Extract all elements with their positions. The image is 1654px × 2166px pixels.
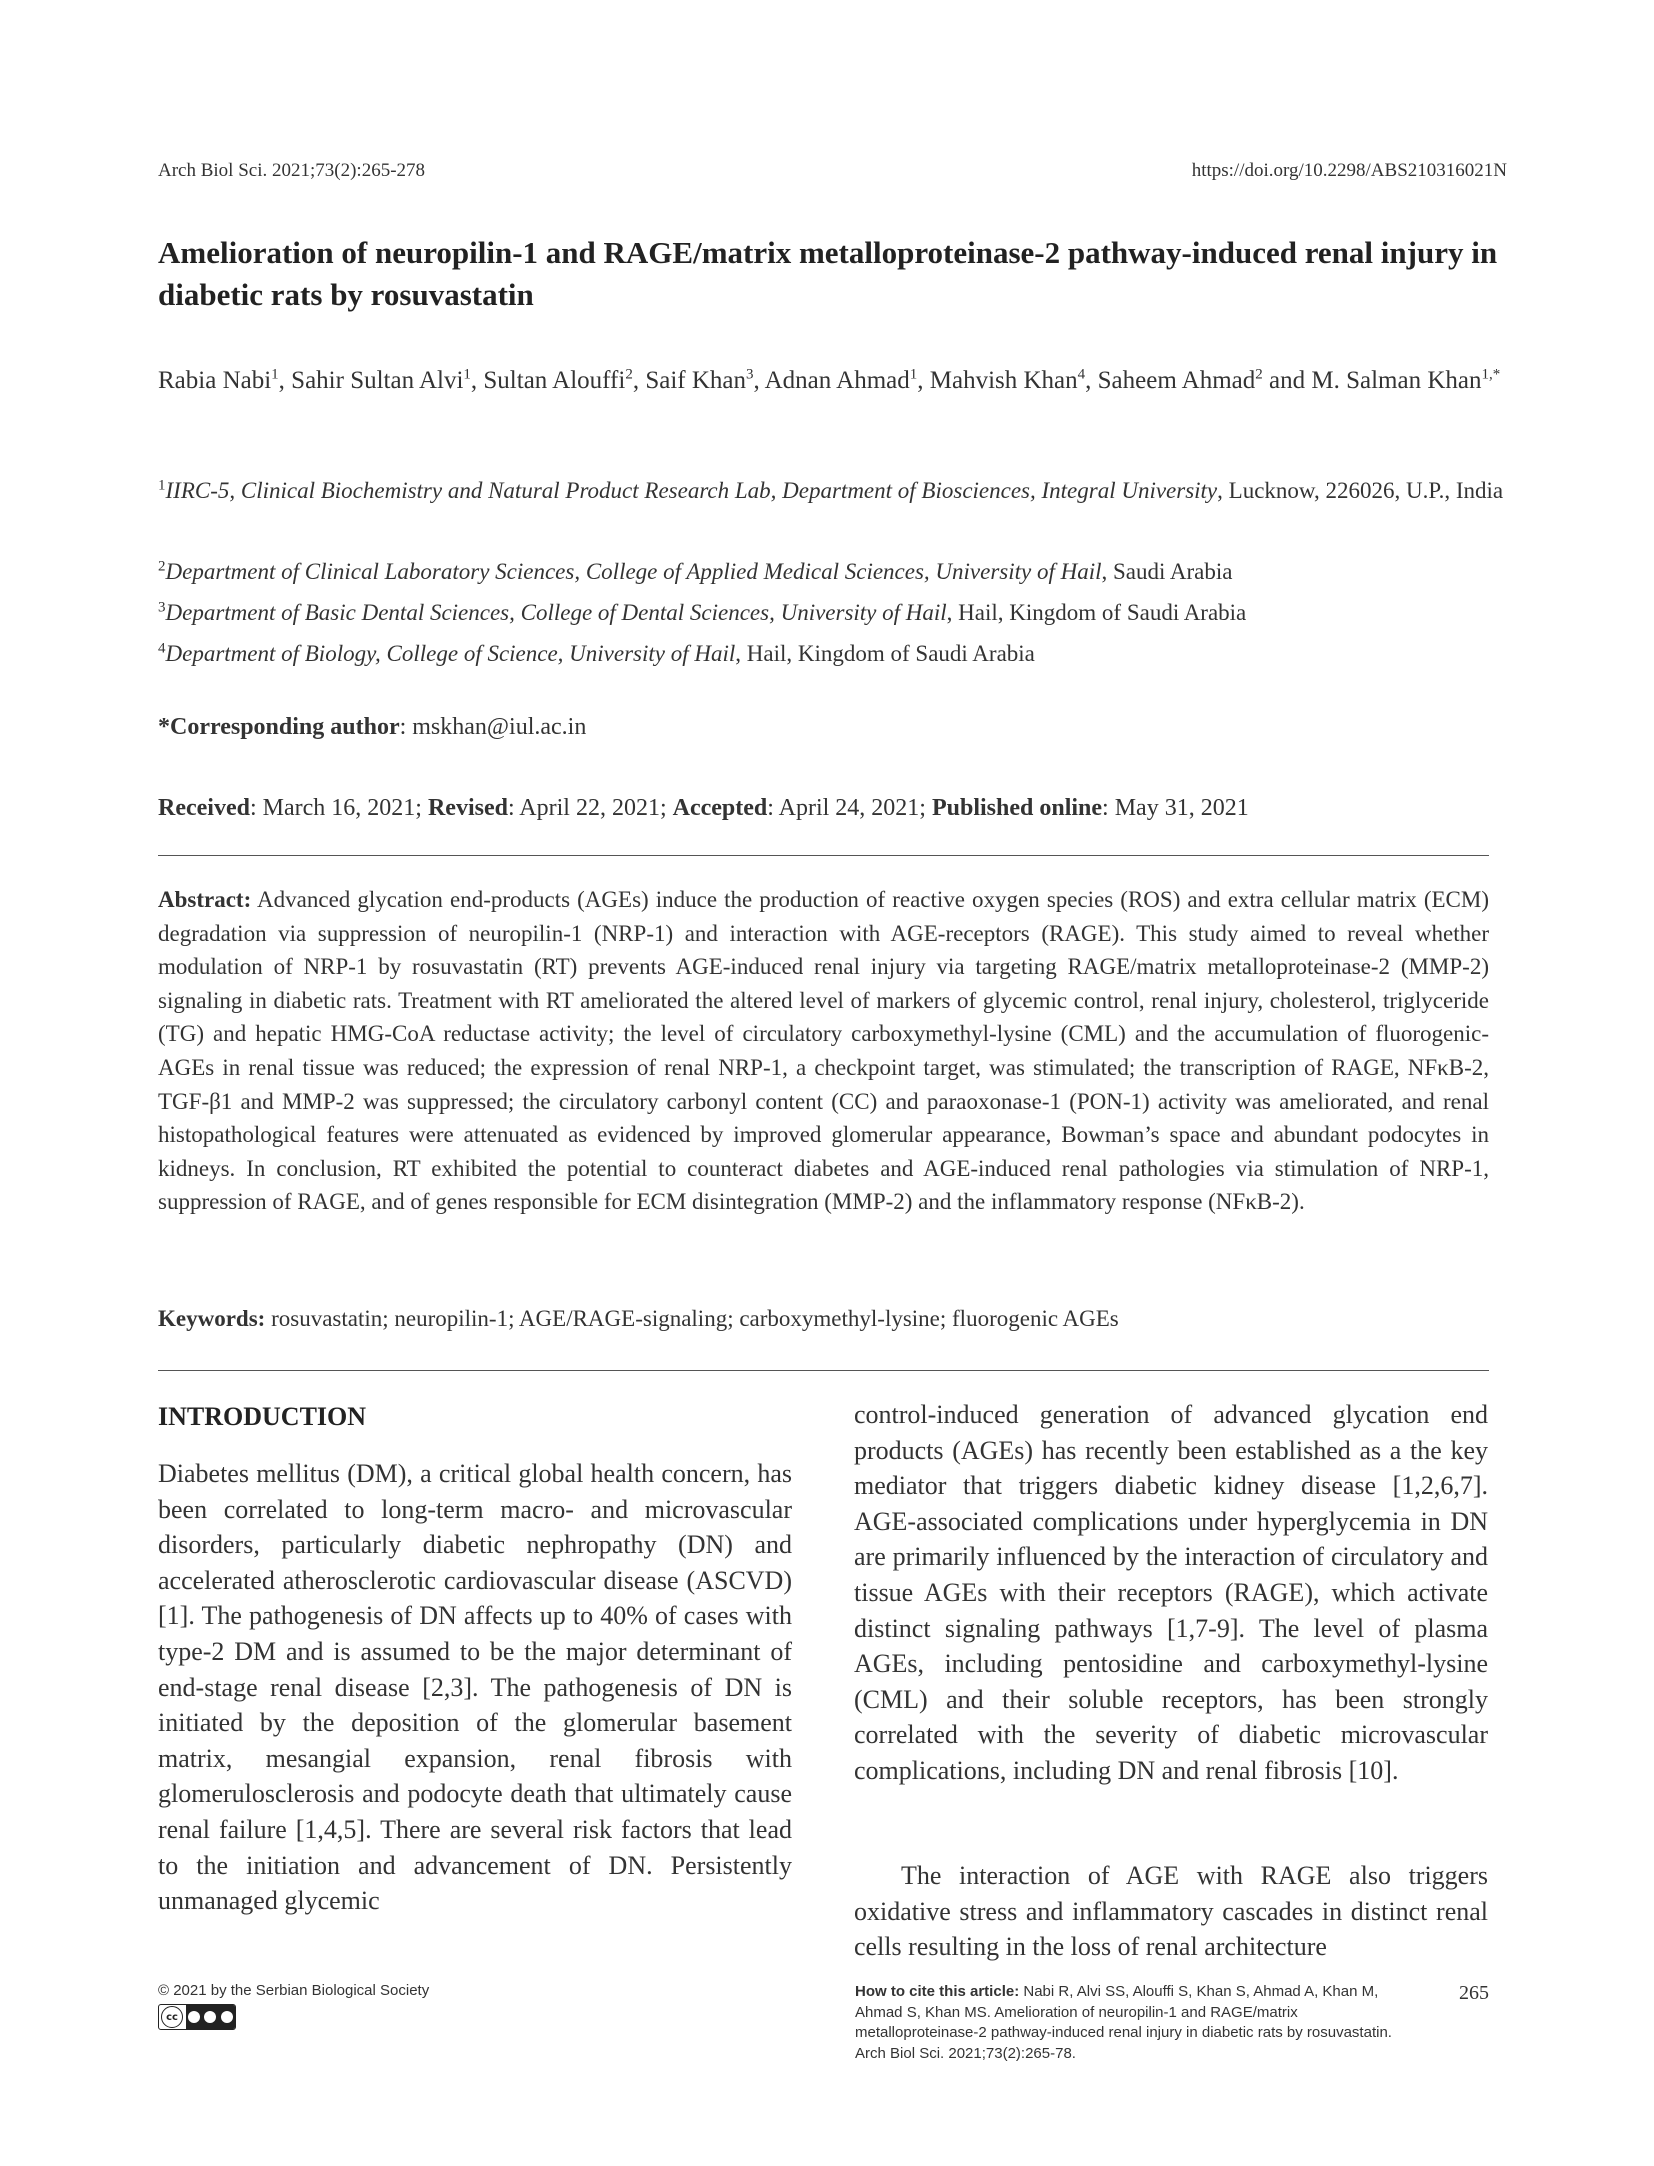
published-date: May 31, 2021 [1114, 795, 1249, 821]
author-list: Rabia Nabi$^1$, Sahir Sultan Alvi$^1$, Sultan Alouffi$^2$, Saif Khan$^3$, Adnan Ahmad$^1$, Mahvish Khan$^4$, Saheem Ahmad$^2$ and M. Salman Khan$^{1,*}$ [158, 366, 1501, 394]
published-label: Published online [931, 795, 1103, 821]
author-affiliation-mark: 2 [1255, 366, 1263, 383]
abstract-text: Advanced glycation end-products (AGEs) induce the production of reactive oxygen species (ROS) and extra cellular matrix (ECM) degradation via suppression of neuropilin-1 (NRP-1) and interaction with AGE-receptors (RAGE). This study aimed to reveal whether modulation of NRP-1 by rosuvastatin (RT) prevents AGE-induced renal injury via targeting RAGE/matrix metalloproteinase-2 (MMP-2) signaling in diabetic rats. Treatment with RT ameliorated the altered level of markers of glycemic control, renal injury, cholesterol, triglyceride (TG) and hepatic HMG-CoA reductase activity; the level of circulatory carboxymethyl-lysine (CML) and the accumulation of fluorogenic-AGEs in renal tissue was reduced; the expression of renal NRP-1, a checkpoint target, was stimulated; the transcription of RAGE, NFκB-2, TGF-β1 and MMP-2 was suppressed; the circulatory carbonyl content (CC) and paraoxonase-1 (PON-1) activity was ameliorated, and renal histopathological features were attenuated as evidenced by improved glomerular appearance, Bowman’s space and abundant podocytes in kidneys. In conclusion, RT exhibited the potential to counteract diabetes and AGE-induced renal pathologies via stimulation of NRP-1, suppression of RAGE, and of genes responsible for ECM disintegration (MMP-2) and the inflammatory response (NFκB-2). [158, 887, 1489, 1215]
affiliation-location: , Hail, Kingdom of Saudi Arabia [735, 641, 1035, 666]
affiliation-number: 3 [158, 599, 166, 616]
affiliation-number: 1 [158, 477, 166, 494]
license-terms-icon [186, 2005, 235, 2029]
corresponding-author: *Corresponding author: mskhan@iul.ac.in [158, 714, 587, 740]
keywords-label: Keywords: [158, 1306, 266, 1331]
keywords-text: rosuvastatin; neuropilin-1; AGE/RAGE-signaling; carboxymethyl-lysine; fluorogenic AGEs [271, 1306, 1119, 1331]
received-label: Received [158, 795, 250, 821]
affiliation-number: 2 [158, 558, 166, 575]
author-name: Mahvish Khan [929, 367, 1078, 394]
affiliation-institution: Department of Biology, College of Science, University of Hail [165, 641, 736, 666]
affiliation-1 [158, 474, 1508, 507]
page-number: 265 [1459, 1982, 1489, 2004]
copyright-notice: © 2021 by the Serbian Biological Society [158, 1982, 430, 1999]
revised-date: April 22, 2021 [519, 795, 660, 821]
author-affiliation-mark: 1 [909, 366, 918, 383]
journal-reference: Arch Biol Sci. 2021;73(2):265-278 [158, 160, 426, 181]
keywords [158, 1306, 1119, 1332]
author-name: Sultan Alouffi [483, 367, 626, 394]
doi-link[interactable]: https://doi.org/10.2298/ABS210316021N [1191, 160, 1507, 181]
affiliation-location: , Saudi Arabia [1101, 559, 1233, 584]
author-name: Adnan Ahmad [764, 367, 910, 394]
affiliation-institution: IIRC-5, Clinical Biochemistry and Natural Product Research Lab, Department of Biosciences, Integral University [165, 478, 1218, 503]
abstract [158, 883, 1489, 1219]
affiliation-institution: Department of Basic Dental Sciences, College of Dental Sciences, University of Hail [165, 600, 947, 625]
author-name: Saif Khan [645, 367, 746, 394]
accepted-date: April 24, 2021 [778, 795, 920, 821]
cite-label: How to cite this article: [855, 1983, 1020, 2000]
author-affiliation-mark: 4 [1077, 366, 1086, 383]
citation-info [855, 1982, 1395, 2064]
author-affiliation-mark: 2 [625, 366, 633, 383]
author-affiliation-mark: 1,* [1481, 366, 1501, 383]
article-title: Amelioration of neuropilin-1 and RAGE/matrix metalloproteinase-2 pathway-induced renal injury in diabetic rats by rosuvastatin [158, 235, 1498, 312]
received-date: March 16, 2021 [262, 795, 416, 821]
cite-text: Nabi R, Alvi SS, Alouffi S, Khan S, Ahmad A, Khan M, Ahmad S, Khan MS. Amelioration of neuropilin-1 and RAGE/matrix metalloproteinase-2 pathway-induced renal injury in diabetic rats by rosuvastatin. Arch Biol Sci. 2021;73(2):265-78. [855, 1983, 1392, 2062]
author-name: Sahir Sultan Alvi [291, 367, 464, 394]
author-affiliation-mark: 3 [746, 366, 754, 383]
section-heading-introduction: INTRODUCTION [158, 1402, 367, 1431]
corresponding-label: *Corresponding author [158, 714, 400, 740]
author-name: M. Salman Khan [1311, 367, 1482, 394]
publication-dates: Received: March 16, 2021; Revised: April 22, 2021; Accepted: April 24, 2021; Published online: May 31, 2021 [158, 795, 1249, 821]
author-name: Saheem Ahmad [1097, 367, 1256, 394]
affiliation-4 [158, 637, 1508, 670]
divider-bottom [158, 1370, 1489, 1371]
affiliation-3 [158, 596, 1508, 629]
author-name: Rabia Nabi [158, 367, 272, 394]
abstract-label: Abstract: [158, 887, 252, 912]
intro-paragraph-3: The interaction of AGE with RAGE also triggers oxidative stress and inflammatory cascades in distinct renal cells resulting in the loss of renal architecture [854, 1861, 1488, 1962]
affiliation-number: 4 [158, 640, 166, 657]
affiliation-institution: Department of Clinical Laboratory Sciences, College of Applied Medical Sciences, University of Hail [165, 559, 1102, 584]
author-affiliation-mark: 1 [463, 366, 471, 383]
divider-top [158, 855, 1489, 856]
author-affiliation-mark: 1 [271, 366, 279, 383]
cc-logo-icon: cc [161, 2006, 183, 2028]
cc-license-icon[interactable] [158, 2004, 236, 2030]
intro-paragraph-2: control-induced generation of advanced glycation end products (AGEs) has recently been established as a the key mediator that triggers diabetic kidney disease [1,2,6,7]. AGE-associated complications under hyperglycemia in DN are primarily influenced by the interaction of circulatory and tissue AGEs with their receptors (RAGE), which activate distinct signaling pathways [1,7-9]. The level of plasma AGEs, including pentosidine and carboxymethyl-lysine (CML) and their soluble receptors, has been strongly correlated with the severity of diabetic microvascular complications, including DN and renal fibrosis [10]. [854, 1400, 1488, 1785]
revised-label: Revised [427, 795, 508, 821]
affiliation-location: , Hail, Kingdom of Saudi Arabia [946, 600, 1247, 625]
accepted-label: Accepted [672, 795, 768, 821]
affiliation-location: , Lucknow, 226026, U.P., India [1217, 478, 1504, 503]
intro-paragraph-1: Diabetes mellitus (DM), a critical global health concern, has been correlated to long-term macro- and microvascular disorders, particularly diabetic nephropathy (DN) and accelerated atherosclerotic cardiovascular disease (ASCVD) [1]. The pathogenesis of DN affects up to 40% of cases with type-2 DM and is assumed to be the major determinant of end-stage renal disease [2,3]. The pathogenesis of DN is initiated by the deposition of the glomerular basement matrix, mesangial expansion, renal fibrosis with glomerulosclerosis and podocyte death that ultimately cause renal failure [1,4,5]. There are several risk factors that lead to the initiation and advancement of DN. Persistently unmanaged glycemic [158, 1459, 792, 1916]
affiliation-2 [158, 555, 1508, 588]
corresponding-email[interactable]: mskhan@iul.ac.in [412, 714, 587, 740]
